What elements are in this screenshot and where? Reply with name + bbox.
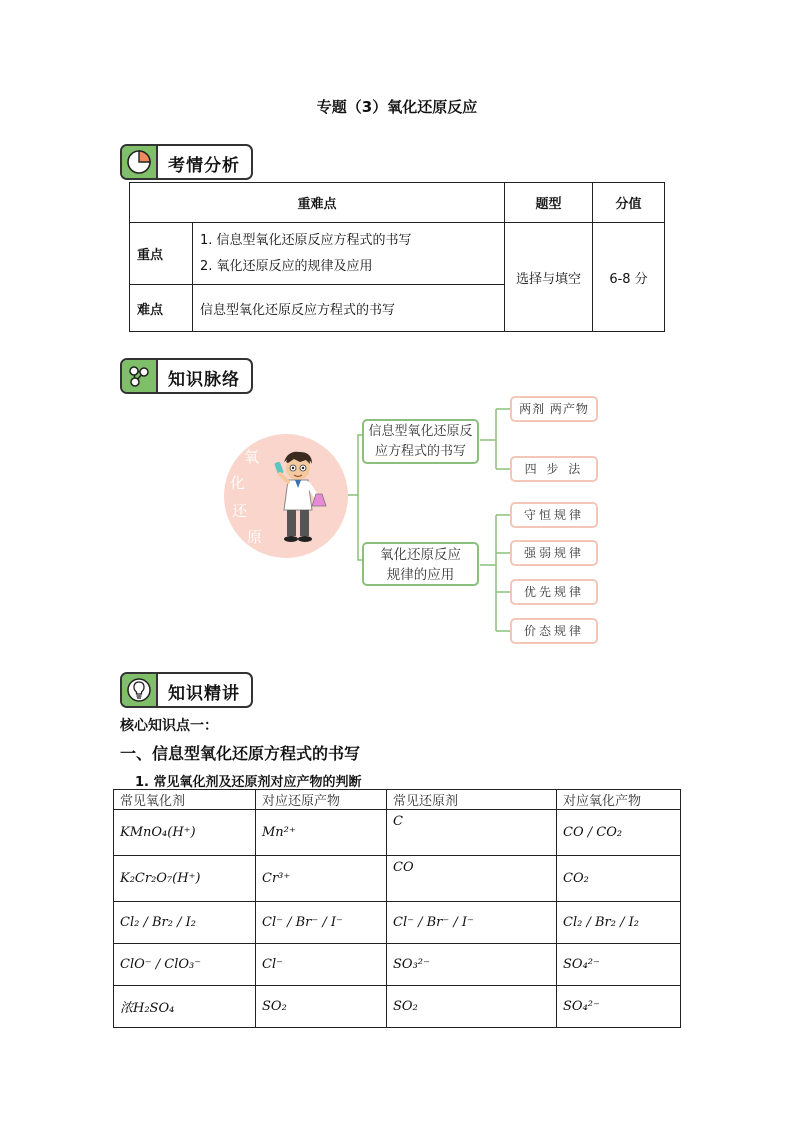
key-items	[193, 223, 505, 285]
center-char: 化	[230, 474, 246, 492]
branch-line: 信息型氧化还原反	[368, 424, 473, 439]
key-item: 1. 信息型氧化还原反应方程式的书写	[200, 232, 412, 248]
table-cell: CO	[387, 856, 557, 902]
key-item: 2. 氧化还原反应的规律及应用	[200, 258, 373, 274]
table-cell: SO₄²⁻	[557, 986, 681, 1028]
table-cell: Cl⁻	[256, 944, 387, 986]
center-char: 原	[247, 528, 263, 546]
table-cell: SO₂	[387, 986, 557, 1028]
score-value: 6-8 分	[593, 223, 665, 332]
mindmap-leaf: 强弱规律	[510, 540, 598, 566]
table-header-focus: 重难点	[130, 183, 505, 223]
table-cell: Mn²⁺	[256, 810, 387, 856]
table-row	[114, 986, 681, 1028]
table-cell: ClO⁻ / ClO₃⁻	[114, 944, 256, 986]
mindmap-leaf: 价态规律	[510, 618, 598, 644]
table-cell: Cl₂ / Br₂ / I₂	[114, 902, 256, 944]
section-label: 知识脉络	[168, 370, 240, 390]
network-nodes-icon	[122, 360, 158, 392]
key-label: 重点	[130, 223, 193, 285]
scientist-illustration	[266, 448, 330, 544]
table-cell: K₂Cr₂O₇(H⁺)	[114, 856, 256, 902]
redox-products-table	[113, 789, 681, 1028]
table-cell: C	[387, 810, 557, 856]
difficult-item: 信息型氧化还原反应方程式的书写	[193, 285, 505, 332]
mindmap-branch-redox-rules	[362, 542, 479, 586]
analysis-table	[129, 182, 665, 332]
table-header: 对应还原产物	[256, 790, 387, 810]
mindmap-leaf: 优先规律	[510, 579, 598, 605]
section-label: 知识精讲	[168, 684, 240, 704]
heading-info-equation: 一、信息型氧化还原方程式的书写	[120, 744, 361, 763]
mindmap-leaf: 两剂 两产物	[510, 396, 598, 422]
section-label: 考情分析	[168, 156, 240, 176]
branch-line: 氧化还原反应	[380, 547, 461, 563]
table-cell: CO₂	[557, 856, 681, 902]
table-cell: CO / CO₂	[557, 810, 681, 856]
center-char: 还	[232, 502, 248, 520]
mindmap-branch-info-equation	[362, 419, 479, 464]
section-header-analysis	[120, 144, 253, 180]
center-char: 氧	[244, 448, 260, 466]
branch-line: 规律的应用	[386, 567, 455, 583]
table-header: 常见氧化剂	[114, 790, 256, 810]
table-cell: KMnO₄(H⁺)	[114, 810, 256, 856]
lightbulb-icon	[122, 674, 158, 706]
question-type: 选择与填空	[505, 223, 593, 332]
section-header-explanation	[120, 672, 253, 708]
table-header-score: 分值	[593, 183, 665, 223]
mindmap-leaf: 四 步 法	[510, 456, 598, 482]
document-title: 专题（3）氧化还原反应	[316, 98, 478, 116]
table-cell: Cl⁻ / Br⁻ / I⁻	[256, 902, 387, 944]
table-header-type: 题型	[505, 183, 593, 223]
subheading-products: 1. 常见氧化剂及还原剂对应产物的判断	[135, 775, 362, 790]
branch-line: 应方程式的书写	[374, 444, 466, 459]
pie-chart-icon	[122, 146, 158, 178]
table-cell: Cl⁻ / Br⁻ / I⁻	[387, 902, 557, 944]
table-cell: SO₄²⁻	[557, 944, 681, 986]
table-row	[114, 902, 681, 944]
mindmap-leaf: 守恒规律	[510, 502, 598, 528]
table-header: 常见还原剂	[387, 790, 557, 810]
table-cell: Cl₂ / Br₂ / I₂	[557, 902, 681, 944]
table-header: 对应氧化产物	[557, 790, 681, 810]
table-row	[114, 856, 681, 902]
table-row	[114, 944, 681, 986]
section-header-knowledge-map	[120, 358, 253, 394]
difficult-label: 难点	[130, 285, 193, 332]
table-cell: 浓H₂SO₄	[114, 986, 256, 1028]
table-cell: Cr³⁺	[256, 856, 387, 902]
table-cell: SO₂	[256, 986, 387, 1028]
table-row	[114, 810, 681, 856]
core-point-label: 核心知识点一：	[120, 718, 218, 734]
table-cell: SO₃²⁻	[387, 944, 557, 986]
